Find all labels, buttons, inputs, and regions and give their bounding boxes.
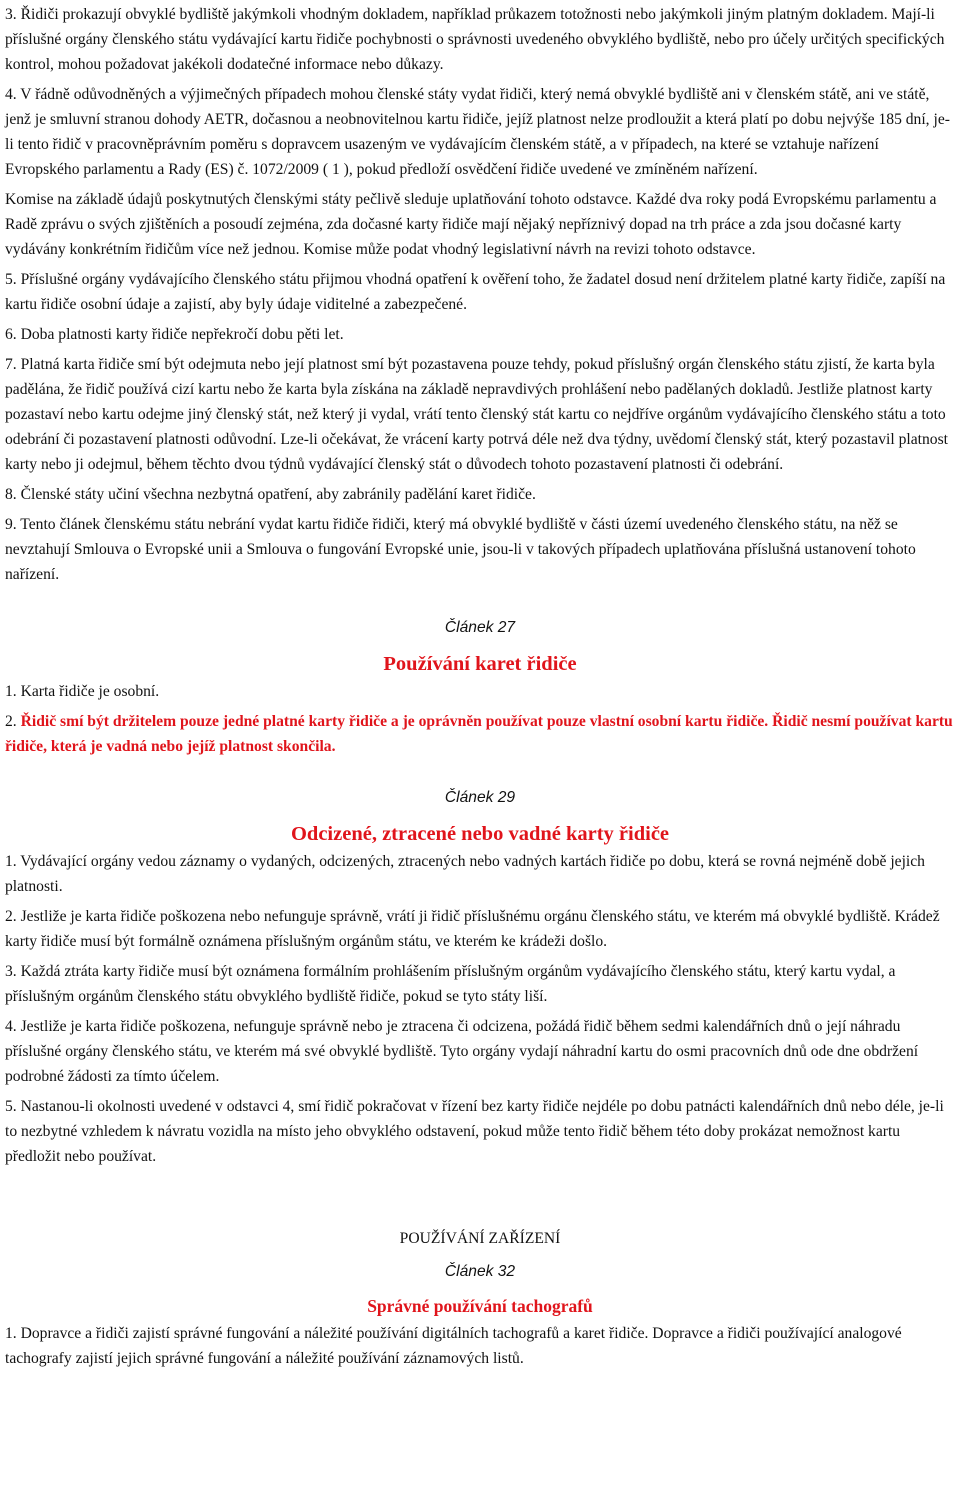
paragraph-4: 4. V řádně odůvodněných a výjimečných případech mohou členské státy vydat řidiči, který nemá obvyklé bydliště ani v členském státě, ani ve státě, jenž je smluvní stranou dohody AETR, dočasnou a neobnovitelnou kartu řidiče, jejíž platnost nelze prodloužit a která platí po dobu nejvýše 185 dní, je-li tento řidič v pracovněprávním poměru s dopravcem usazeným ve vydávajícím členském státě, a v případech, na které se vztahuje nařízení Evropského parlamentu a Rady (ES) č. 1072/2009 ( 1 ), pokud předloží osvědčení řidiče uvedené ve zmíněném nařízení. bbox=[5, 86, 950, 178]
article-27-paragraph-2 bbox=[5, 709, 955, 759]
article-29-paragraph-5: 5. Nastanou-li okolnosti uvedené v odstavci 4, smí řidič pokračovat v řízení bez karty řidiče nejdéle po dobu patnácti kalendářních dnů nebo déle, je-li to nezbytné vzhledem k návratu vozidla na místo jeho obvyklého odstavení, pokud může tento řidič během této doby prokázat nemožnost kartu předložit nebo používat. bbox=[5, 1098, 944, 1165]
paragraph-3: 3. Řidiči prokazují obvyklé bydliště jakýmkoli vhodným dokladem, například průkazem totožnosti nebo jakýmkoli jiným platným dokladem. Mají-li příslušné orgány členského státu vydávající kartu řidiče pochybnosti o správnosti uvedeného obvyklého bydliště, nebo pro účely určitých specifických kontrol, mohou požadovat jakékoli dodatečné informace nebo důkazy. bbox=[5, 6, 945, 73]
article-29-paragraph-4: 4. Jestliže je karta řidiče poškozena, nefunguje správně nebo je ztracena či odcizena, požádá řidič během sedmi kalendářních dnů o její náhradu příslušné orgány členského státu, ve kterém má své obvyklé bydliště. Tyto orgány vydají náhradní kartu do osmi pracovních dnů ode dne obdržení podrobné žádosti za tímto účelem. bbox=[5, 1018, 919, 1085]
article-27-paragraph-1: 1. Karta řidiče je osobní. bbox=[5, 683, 160, 700]
article-27-label: Článek 27 bbox=[444, 619, 516, 636]
article-27-paragraph-2-text: Řidič smí být držitelem pouze jedné platné karty řidiče a je oprávněn používat pouze vlastní osobní kartu řidiče. Řidič nesmí používat kartu řidiče, která je vadná nebo jejíž platnost skončila. bbox=[5, 713, 953, 755]
article-29-paragraph-3: 3. Každá ztráta karty řidiče musí být oznámena formálním prohlášením příslušným orgánům vydávajícího členského státu, který kartu vydal, a příslušným orgánům členského státu obvyklého bydliště řidiče, pokud se tyto státy liší. bbox=[5, 963, 896, 1005]
paragraph-9: 9. Tento článek členskému státu nebrání vydat kartu řidiče řidiči, který má obvyklé bydliště v části území uvedeného členského státu, na něž se nevztahují Smlouva o Evropské unii a Smlouva o fungování Evropské unie, jsou-li v takových případech uplatňována příslušná ustanovení tohoto nařízení. bbox=[5, 516, 916, 583]
article-27-title: Používání karet řidiče bbox=[383, 653, 577, 675]
article-29-label: Článek 29 bbox=[444, 789, 516, 806]
article-32-label: Článek 32 bbox=[444, 1263, 516, 1280]
article-29-paragraph-2: 2. Jestliže je karta řidiče poškozena nebo nefunguje správně, vrátí ji řidič příslušnému orgánu členského státu, ve kterém má obvyklé bydliště. Krádež karty řidiče musí být formálně oznámena příslušným orgánům státu, ve kterém ke krádeži došlo. bbox=[5, 908, 940, 950]
article-27-paragraph-2-number: 2. bbox=[5, 713, 21, 730]
paragraph-6: 6. Doba platnosti karty řidiče nepřekročí dobu pěti let. bbox=[5, 326, 344, 343]
article-29-paragraph-1: 1. Vydávající orgány vedou záznamy o vydaných, odcizených, ztracených nebo vadných kartách řidiče po dobu, která se rovná nejméně době jejich platnosti. bbox=[5, 853, 925, 895]
article-29-title: Odcizené, ztracené nebo vadné karty řidiče bbox=[290, 823, 670, 845]
paragraph-5: 5. Příslušné orgány vydávajícího členského státu přijmou vhodná opatření k ověření toho, že žadatel dosud není držitelem platné karty řidiče, zapíší na kartu řidiče osobní údaje a zajistí, aby byly údaje viditelné a zabezpečené. bbox=[5, 271, 946, 313]
paragraph-7: 7. Platná karta řidiče smí být odejmuta nebo její platnost smí být pozastavena pouze tehdy, pokud příslušný orgán členského státu zjistí, že karta byla padělána, že řidič používá cizí kartu nebo že karta byla získána na základě nepravdivých prohlášení nebo padělaných dokladů. Jestliže platnost karty pozastaví nebo kartu odejme jiný členský stát, než který ji vydal, vrátí tento členský stát kartu co nejdříve orgánům vydávajícího členského státu a toto odebrání či pozastavení platnosti odůvodní. Lze-li očekávat, že vrácení karty potrvá déle než dva týdny, uvědomí členský stát, který pozastavil platnost karty nebo ji odejmul, během těchto dvou týdnů vydávající členský stát o důvodech tohoto pozastavení platnosti či odebrání. bbox=[5, 356, 948, 473]
paragraph-8: 8. Členské státy učiní všechna nezbytná opatření, aby zabránily padělání karet řidiče. bbox=[5, 486, 536, 503]
section-title: POUŽÍVÁNÍ ZAŘÍZENÍ bbox=[399, 1230, 561, 1247]
article-32-title: Správné používání tachografů bbox=[367, 1296, 593, 1316]
paragraph-commission: Komise na základě údajů poskytnutých členskými státy pečlivě sleduje uplatňování tohoto odstavce. Každé dva roky podá Evropskému parlamentu a Radě zprávu o svých zjištěních a posoudí zejména, zda dočasné karty řidiče mají nějaký nepříznivý dopad na trh práce a zda jsou dočasné karty vydávány konkrétním řidičům více než jednou. Komise může podat vhodný legislativní návrh na revizi tohoto odstavce. bbox=[5, 191, 937, 258]
article-32-paragraph-1: 1. Dopravce a řidiči zajistí správné fungování a náležité používání digitálních tachografů a karet řidiče. Dopravce a řidiči používající analogové tachografy zajistí jejich správné fungování a náležité používání záznamových listů. bbox=[5, 1325, 902, 1367]
